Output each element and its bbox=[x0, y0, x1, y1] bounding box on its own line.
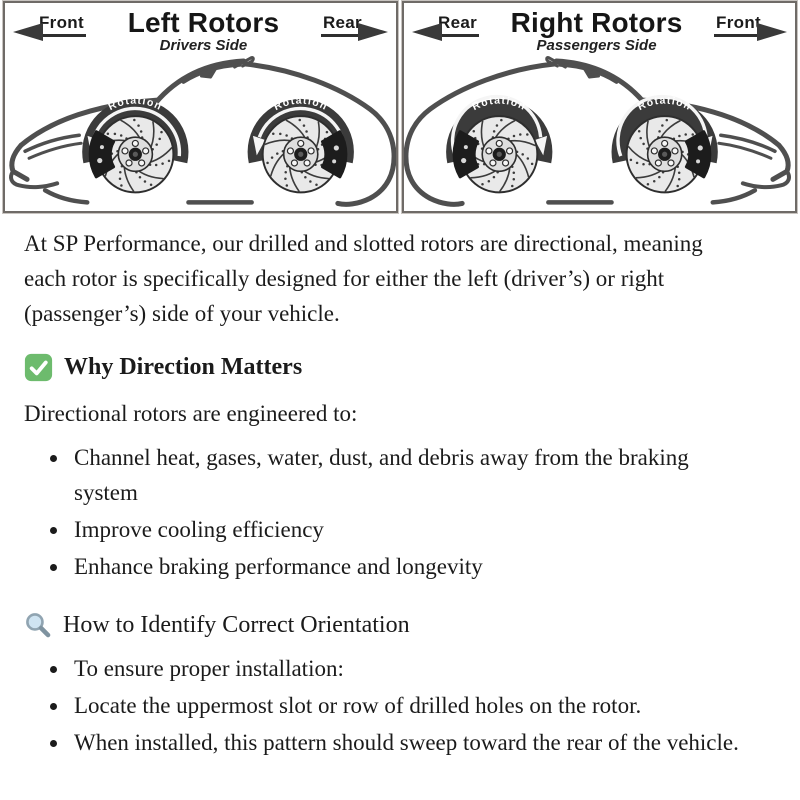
arrow-right-icon bbox=[358, 23, 388, 41]
panel-title: Right Rotors bbox=[510, 7, 683, 38]
arrow-left-icon bbox=[13, 23, 43, 41]
rotor-direction-diagram bbox=[0, 0, 800, 213]
list-item: • Locate the uppermost slot or row of drilled holes on the rotor. bbox=[70, 688, 752, 723]
panel-title: Left Rotors bbox=[127, 7, 280, 38]
rear-direction-marker bbox=[321, 13, 388, 37]
left-car-illustration bbox=[5, 51, 396, 211]
rotation-label: Rotation bbox=[271, 94, 330, 113]
front-label: Front bbox=[37, 13, 86, 37]
arrow-left-icon bbox=[412, 23, 442, 41]
intro-paragraph: At SP Performance, our drilled and slotted rotors are directional, meaning each rotor is specifically designed for either the left (driver’s) or right (passenger’s) side of your vehicle. bbox=[24, 231, 703, 327]
brake-caliper bbox=[90, 132, 113, 177]
brake-caliper bbox=[686, 132, 709, 177]
identify-bullets-list bbox=[24, 651, 772, 760]
right-rotors-panel bbox=[402, 1, 797, 213]
rear-label: Rear bbox=[436, 13, 479, 37]
right-panel-titles bbox=[511, 9, 683, 53]
rotation-label: Rotation bbox=[106, 94, 165, 113]
identify-orientation-heading bbox=[24, 610, 772, 640]
right-car-illustration bbox=[404, 51, 795, 211]
left-panel-titles bbox=[128, 9, 280, 53]
front-direction-marker bbox=[714, 13, 787, 37]
brake-caliper bbox=[454, 132, 477, 177]
rear-direction-marker bbox=[412, 13, 479, 37]
list-item: • To ensure proper installation: bbox=[70, 651, 752, 686]
list-item: • Channel heat, gases, water, dust, and debris away from the braking system bbox=[70, 440, 752, 510]
check-mark-button-icon bbox=[24, 353, 53, 382]
list-item: • Enhance braking performance and longevity bbox=[70, 549, 752, 584]
brake-caliper bbox=[323, 132, 346, 177]
arrow-right-icon bbox=[757, 23, 787, 41]
rotation-label: Rotation bbox=[470, 94, 529, 113]
front-direction-marker bbox=[13, 13, 86, 37]
why-direction-matters-heading bbox=[24, 352, 772, 382]
front-label: Front bbox=[714, 13, 763, 37]
heading-text: How to Identify Correct Orientation bbox=[63, 612, 410, 639]
panel-subtitle: Passengers Side bbox=[536, 36, 657, 54]
heading-text: Why Direction Matters bbox=[64, 354, 303, 381]
rear-label: Rear bbox=[321, 13, 364, 37]
list-item: • Improve cooling efficiency bbox=[70, 512, 752, 547]
rotation-label: Rotation bbox=[635, 94, 694, 113]
right-panel-header bbox=[404, 3, 795, 53]
why-bullets-list bbox=[24, 440, 772, 584]
panel-subtitle: Drivers Side bbox=[159, 36, 248, 54]
list-item: • When installed, this pattern should sweep toward the rear of the vehicle. bbox=[70, 725, 752, 760]
magnifying-glass-icon bbox=[24, 611, 52, 639]
lead-paragraph: Directional rotors are engineered to: bbox=[24, 401, 358, 427]
article-body bbox=[0, 226, 800, 760]
left-rotors-panel bbox=[3, 1, 398, 213]
left-panel-header bbox=[5, 3, 396, 53]
